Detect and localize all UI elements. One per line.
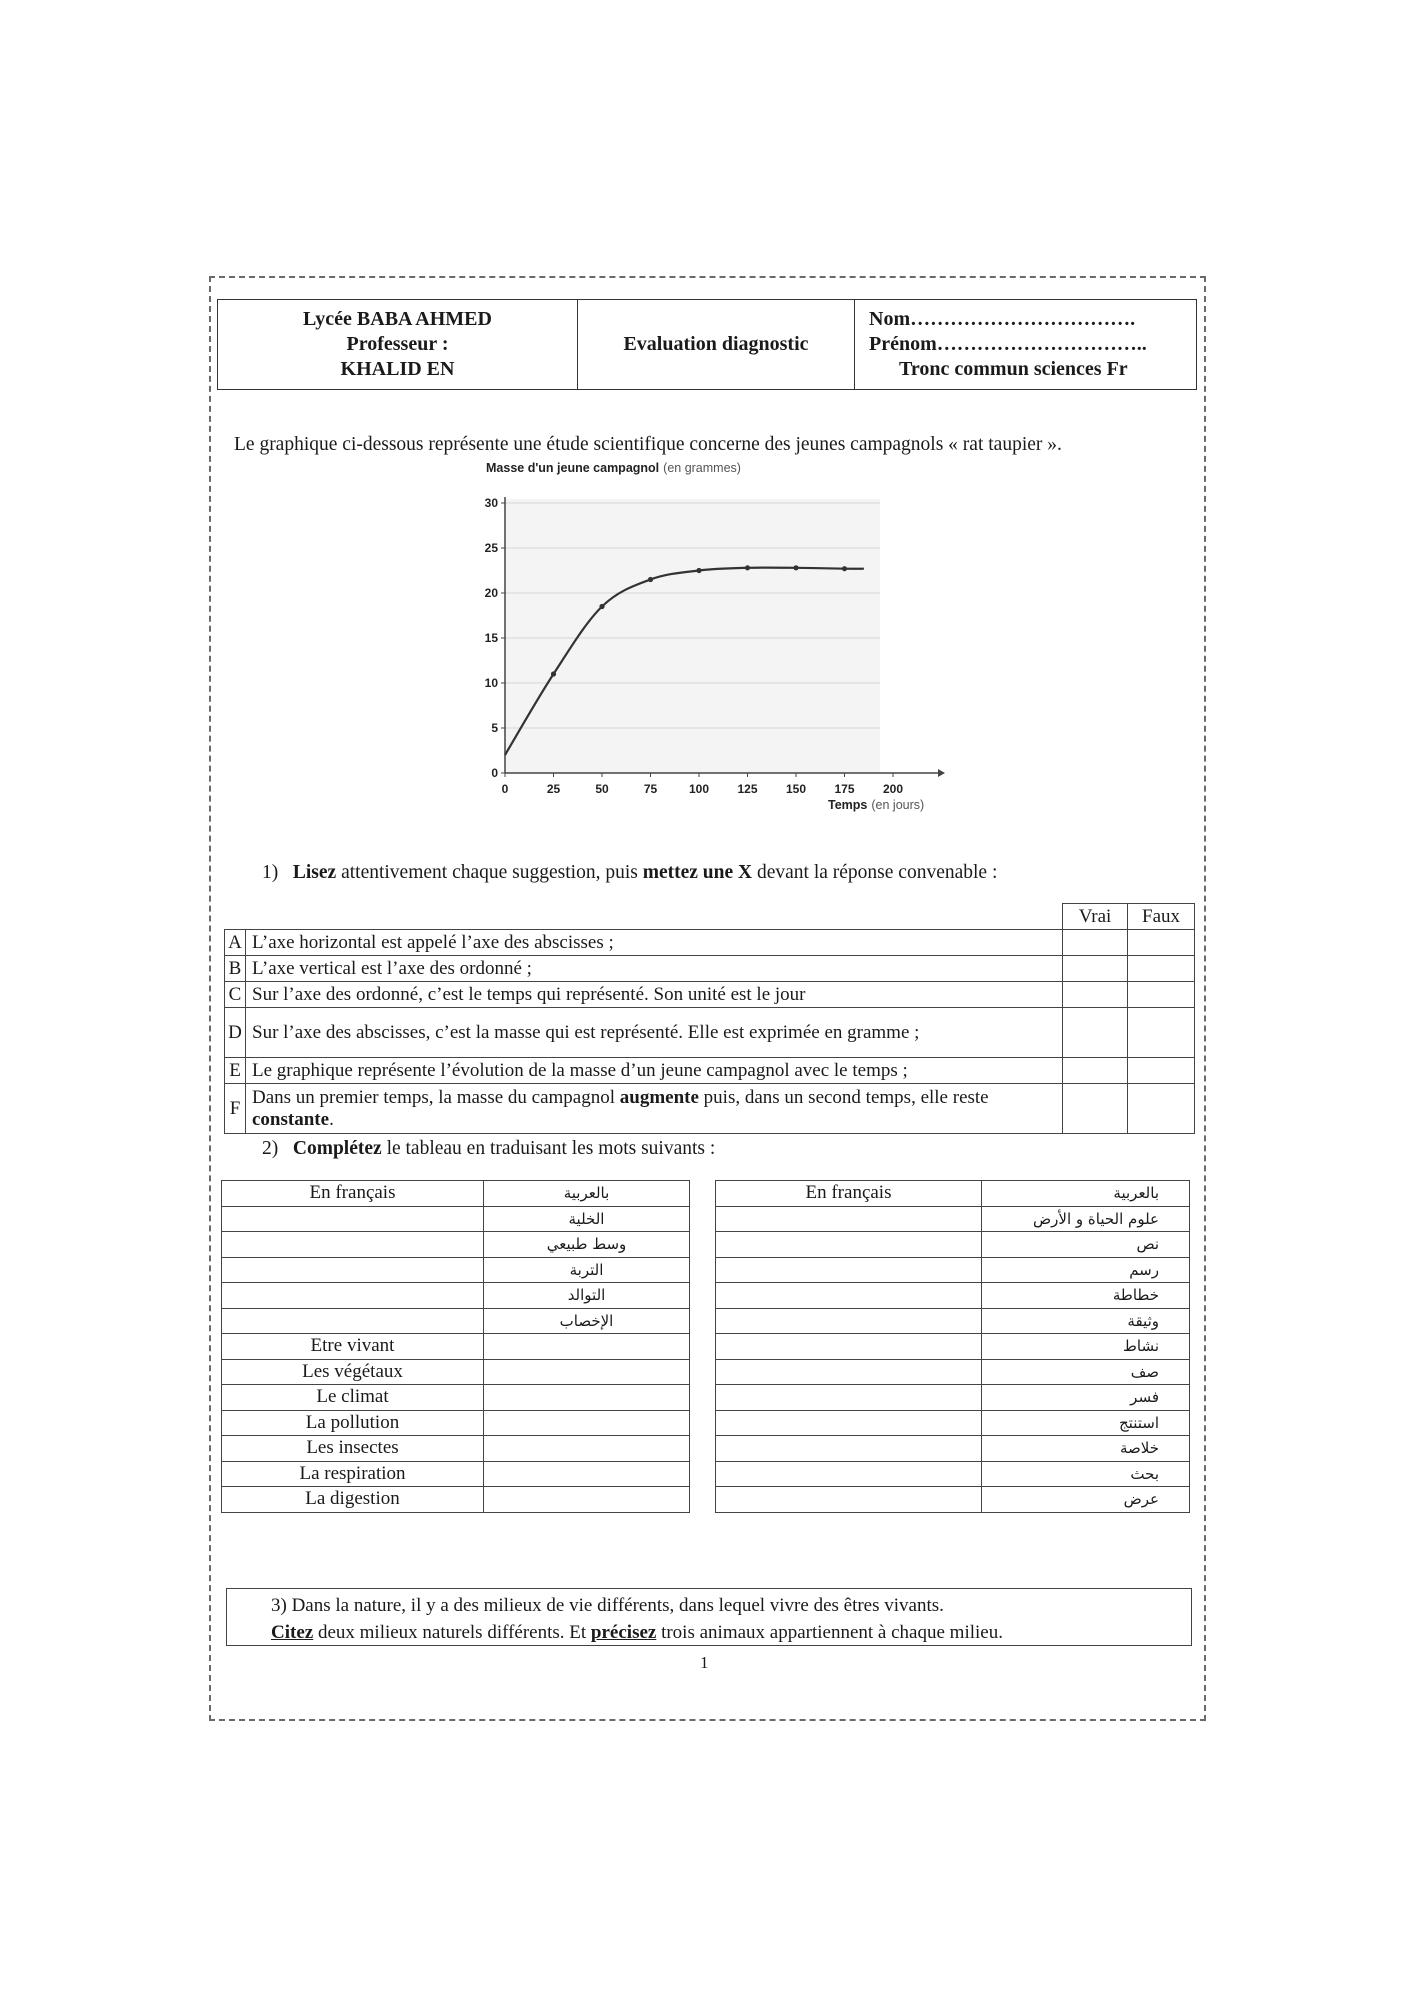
data-point [745, 565, 750, 570]
growth-chart [470, 458, 950, 828]
table-row [222, 1359, 690, 1385]
vrai-cell[interactable] [1063, 982, 1128, 1008]
french-cell[interactable] [222, 1232, 484, 1258]
data-point [599, 604, 604, 609]
translation-table-left [221, 1180, 690, 1513]
arabic-cell: نص [982, 1232, 1190, 1258]
x-axis-label: Temps (en jours) [828, 798, 925, 812]
y-axis-label: Masse d'un jeune campagnol (en grammes) [486, 461, 741, 475]
arabic-cell: الخلية [484, 1206, 690, 1232]
table-header-row [716, 1181, 1190, 1207]
faux-cell[interactable] [1128, 930, 1195, 956]
y-tick-label: 20 [484, 586, 498, 600]
table-row [222, 1436, 690, 1462]
faux-cell[interactable] [1128, 1058, 1195, 1084]
french-cell[interactable] [716, 1257, 982, 1283]
data-point [551, 671, 556, 676]
arabic-cell: وسط طبيعي [484, 1232, 690, 1258]
table-row [716, 1410, 1190, 1436]
arabic-cell[interactable] [484, 1334, 690, 1360]
x-tick-label: 0 [501, 782, 509, 796]
french-cell: Le climat [222, 1385, 484, 1411]
french-cell[interactable] [716, 1359, 982, 1385]
statement-text: L’axe horizontal est appelé l’axe des abscisses ; [246, 930, 1063, 956]
x-tick-label: 175 [834, 782, 855, 796]
translation-table-right [715, 1180, 1190, 1513]
x-tick-label: 25 [546, 782, 561, 796]
french-cell: Etre vivant [222, 1334, 484, 1360]
french-cell[interactable] [716, 1410, 982, 1436]
table-row [716, 1487, 1190, 1513]
french-cell[interactable] [716, 1461, 982, 1487]
table-row [222, 1410, 690, 1436]
faux-cell[interactable] [1128, 1084, 1195, 1134]
french-cell[interactable] [222, 1206, 484, 1232]
table-row [222, 1308, 690, 1334]
school-info [218, 300, 578, 389]
true-false-table [224, 903, 1195, 1134]
vrai-cell[interactable] [1063, 1058, 1128, 1084]
student-info [855, 300, 1196, 389]
data-point [696, 568, 701, 573]
statement-text: Sur l’axe des abscisses, c’est la masse qui est représenté. Elle est exprimée en gramme ; [246, 1008, 1063, 1058]
arabic-cell: خطاطة [982, 1283, 1190, 1309]
data-point [793, 565, 798, 570]
french-cell[interactable] [716, 1308, 982, 1334]
x-axis-arrow [938, 769, 945, 777]
arabic-cell: التوالد [484, 1283, 690, 1309]
french-cell[interactable] [716, 1206, 982, 1232]
vrai-cell[interactable] [1063, 956, 1128, 982]
x-tick-label: 200 [882, 782, 904, 796]
table-header-row [222, 1181, 690, 1207]
faux-cell[interactable] [1128, 982, 1195, 1008]
table-row: D Sur l’axe des abscisses, c’est la masse qui est représenté. Elle est exprimée en gramme ; [225, 1008, 1195, 1058]
arabic-cell: صف [982, 1359, 1190, 1385]
table-row [222, 1232, 690, 1258]
arabic-cell: عرض [982, 1487, 1190, 1513]
french-cell[interactable] [222, 1283, 484, 1309]
table-row: F Dans un premier temps, la masse du campagnol augmente puis, dans un second temps, elle reste constante. [225, 1084, 1195, 1134]
arabic-cell: استنتج [982, 1410, 1190, 1436]
y-tick-label: 10 [484, 676, 498, 690]
x-tick-label: 125 [737, 782, 758, 796]
french-cell[interactable] [222, 1308, 484, 1334]
header-french: En français [716, 1181, 982, 1207]
vrai-cell[interactable] [1063, 930, 1128, 956]
intro-text: Le graphique ci-dessous représente une étude scientifique concerne des jeunes campagnols « rat taupier ». [234, 434, 1062, 455]
arabic-cell: الإخصاب [484, 1308, 690, 1334]
header-arabic: بالعربية [484, 1181, 690, 1207]
french-cell[interactable] [222, 1257, 484, 1283]
table-row [222, 1461, 690, 1487]
x-tick-label: 50 [595, 782, 609, 796]
col-faux: Faux [1128, 904, 1195, 930]
table-row: B L’axe vertical est l’axe des ordonné ; [225, 956, 1195, 982]
y-tick-label: 30 [484, 496, 498, 510]
table-row: A L’axe horizontal est appelé l’axe des abscisses ; [225, 930, 1195, 956]
data-point [648, 577, 653, 582]
faux-cell[interactable] [1128, 956, 1195, 982]
firstname-field[interactable]: Prénom………………………….. [869, 333, 1147, 355]
table-row [222, 1334, 690, 1360]
table-row: E Le graphique représente l’évolution de la masse d’un jeune campagnol avec le temps ; [225, 1058, 1195, 1084]
french-cell[interactable] [716, 1334, 982, 1360]
class-label: Tronc commun sciences Fr [899, 358, 1128, 380]
arabic-cell: نشاط [982, 1334, 1190, 1360]
arabic-cell: رسم [982, 1257, 1190, 1283]
arabic-cell[interactable] [484, 1436, 690, 1462]
header-french: En français [222, 1181, 484, 1207]
y-tick-label: 0 [491, 766, 498, 780]
french-cell: La respiration [222, 1461, 484, 1487]
statement-text: Dans un premier temps, la masse du campagnol augmente puis, dans un second temps, elle reste constante. [246, 1084, 1063, 1134]
col-vrai: Vrai [1063, 904, 1128, 930]
y-tick-label: 5 [491, 721, 498, 735]
table-row [716, 1232, 1190, 1258]
y-tick-label: 15 [484, 631, 498, 645]
header-arabic: بالعربية [982, 1181, 1190, 1207]
arabic-cell[interactable] [484, 1410, 690, 1436]
vrai-cell[interactable] [1063, 1008, 1128, 1058]
question-3-line1: 3) Dans la nature, il y a des milieux de vie différents, dans lequel vivre des êtres vivants. [271, 1595, 944, 1616]
name-field[interactable]: Nom……………………………. [869, 308, 1136, 330]
table-row [716, 1385, 1190, 1411]
teacher-name: KHALID EN [340, 358, 455, 380]
x-tick-label: 150 [785, 782, 807, 796]
french-cell[interactable] [716, 1436, 982, 1462]
arabic-cell: علوم الحياة و الأرض [982, 1206, 1190, 1232]
arabic-cell: بحث [982, 1461, 1190, 1487]
teacher-label: Professeur : [346, 333, 449, 355]
table-row [716, 1334, 1190, 1360]
plot-background [505, 499, 880, 773]
arabic-cell[interactable] [484, 1385, 690, 1411]
table-row [716, 1436, 1190, 1462]
french-cell: La digestion [222, 1487, 484, 1513]
table-row: C Sur l’axe des ordonné, c’est le temps qui représenté. Son unité est le jour [225, 982, 1195, 1008]
arabic-cell: وثيقة [982, 1308, 1190, 1334]
x-tick-label: 75 [643, 782, 658, 796]
arabic-cell: فسر [982, 1385, 1190, 1411]
french-cell: Les végétaux [222, 1359, 484, 1385]
french-cell: Les insectes [222, 1436, 484, 1462]
school-name: Lycée BABA AHMED [303, 308, 492, 330]
table-row [222, 1283, 690, 1309]
french-cell[interactable] [716, 1385, 982, 1411]
french-cell: La pollution [222, 1410, 484, 1436]
arabic-cell: خلاصة [982, 1436, 1190, 1462]
header-table [217, 299, 1197, 390]
table-row [716, 1257, 1190, 1283]
arabic-cell: التربة [484, 1257, 690, 1283]
question-3-line2: Citez deux milieux naturels différents. Et précisez trois animaux appartiennent à chaque milieu. [271, 1622, 1003, 1643]
exam-title: Evaluation diagnostic [578, 300, 855, 389]
x-tick-label: 100 [688, 782, 710, 796]
vrai-cell[interactable] [1063, 1084, 1128, 1134]
data-point [842, 566, 847, 571]
table-row [716, 1308, 1190, 1334]
table-row [716, 1461, 1190, 1487]
table-row [716, 1206, 1190, 1232]
french-cell[interactable] [716, 1487, 982, 1513]
question-2: 2) Complétez le tableau en traduisant les mots suivants : [262, 1138, 716, 1159]
table-row [222, 1206, 690, 1232]
table-row [222, 1385, 690, 1411]
question-1: 1) Lisez attentivement chaque suggestion, puis mettez une X devant la réponse convenable : [262, 862, 998, 883]
french-cell[interactable] [716, 1283, 982, 1309]
statement-text: Le graphique représente l’évolution de la masse d’un jeune campagnol avec le temps ; [246, 1058, 1063, 1084]
table-row [222, 1257, 690, 1283]
table-row [716, 1359, 1190, 1385]
arabic-cell[interactable] [484, 1487, 690, 1513]
french-cell[interactable] [716, 1232, 982, 1258]
table-row [716, 1283, 1190, 1309]
faux-cell[interactable] [1128, 1008, 1195, 1058]
y-tick-label: 25 [484, 541, 498, 555]
statement-text: L’axe vertical est l’axe des ordonné ; [246, 956, 1063, 982]
arabic-cell[interactable] [484, 1461, 690, 1487]
statement-text: Sur l’axe des ordonné, c’est le temps qui représenté. Son unité est le jour [246, 982, 1063, 1008]
page-number: 1 [700, 1653, 709, 1672]
question-3-box [226, 1588, 1192, 1646]
table-row [222, 1487, 690, 1513]
arabic-cell[interactable] [484, 1359, 690, 1385]
